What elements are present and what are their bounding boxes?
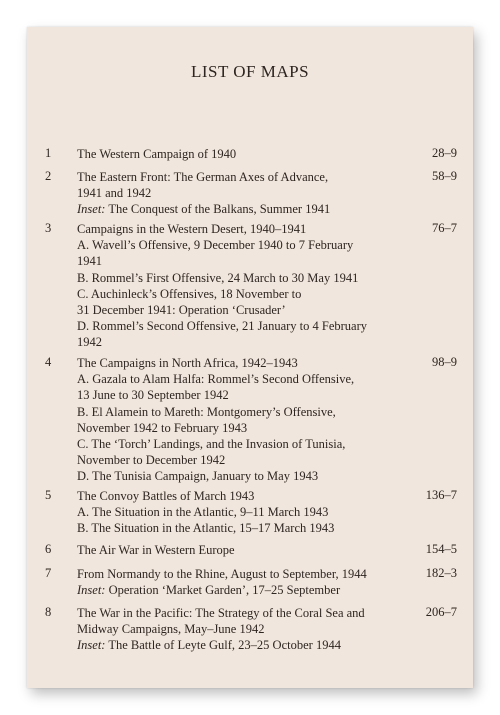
entry-line <box>77 637 417 653</box>
entry-line <box>77 436 417 452</box>
entry-line-text: C. The ‘Torch’ Landings, and the Invasion of Tunisia, <box>77 437 346 452</box>
entry-pages: 136–7 <box>425 488 457 502</box>
page-title: LIST OF MAPS <box>190 62 310 81</box>
entry-number: 4 <box>45 355 52 369</box>
entry-title <box>77 169 417 218</box>
entry-line <box>77 355 417 371</box>
entry-line <box>77 504 417 520</box>
entry-line-text: D. Rommel’s Second Offensive, 21 January to 4 February <box>77 319 367 334</box>
entry-number: 8 <box>45 605 52 619</box>
entry-line-text: Campaigns in the Western Desert, 1940–1941 <box>77 222 307 236</box>
entry-pages: 28–9 <box>432 146 457 160</box>
entry-line-text: A. Wavell’s Offensive, 9 December 1940 to 7 February <box>77 238 354 253</box>
entry-line <box>77 318 417 334</box>
entry-line-text: The Battle of Leyte Gulf, 23–25 October 1944 <box>105 638 341 653</box>
entry-line-text: The Campaigns in North Africa, 1942–1943 <box>77 356 298 370</box>
entry-line-text: B. The Situation in the Atlantic, 15–17 March 1943 <box>77 521 335 536</box>
entry-line <box>77 520 417 536</box>
entry-pages: 206–7 <box>425 605 457 619</box>
entry-line <box>77 286 417 302</box>
entry-line <box>77 169 417 185</box>
entry-line <box>77 253 417 269</box>
entry-line <box>77 621 417 637</box>
entry-line-text: The Convoy Battles of March 1943 <box>77 489 255 503</box>
entry-line-text: 1941 and 1942 <box>77 186 152 201</box>
entry-line-text: Operation ‘Market Garden’, 17–25 September <box>105 583 341 598</box>
entry-line <box>77 221 417 237</box>
entry-line-text: A. Gazala to Alam Halfa: Rommel’s Second Offensive, <box>77 372 355 387</box>
entry-line-text: 13 June to 30 September 1942 <box>77 388 229 403</box>
entry-number: 2 <box>45 169 52 183</box>
entry-pages: 58–9 <box>432 169 457 183</box>
entry-line-text: Midway Campaigns, May–June 1942 <box>77 622 265 637</box>
entry-line-text: D. The Tunisia Campaign, January to May 1943 <box>77 469 319 484</box>
entry-line <box>77 452 417 468</box>
entry-line <box>77 488 417 504</box>
entry-line <box>77 387 417 403</box>
entry-line-text: A. The Situation in the Atlantic, 9–11 March 1943 <box>77 505 329 520</box>
inset-label: Inset: <box>77 583 106 598</box>
entry-pages: 76–7 <box>432 221 457 235</box>
entry-line <box>77 420 417 436</box>
entry-number: 1 <box>45 146 52 160</box>
entry-line <box>77 185 417 201</box>
entry-line <box>77 542 417 558</box>
entry-title <box>77 605 417 654</box>
entry-line <box>77 237 417 253</box>
book-page <box>27 27 473 688</box>
inset-label: Inset: <box>77 638 106 653</box>
entry-line-text: B. Rommel’s First Offensive, 24 March to 30 May 1941 <box>77 270 359 285</box>
entry-number: 7 <box>45 566 52 580</box>
entry-line-text: The Eastern Front: The German Axes of Advance, <box>77 170 329 184</box>
entry-line-text: 31 December 1941: Operation ‘Crusader’ <box>77 303 286 318</box>
entry-line-text: 1942 <box>77 335 102 350</box>
entry-title <box>77 221 417 351</box>
entry-title <box>77 566 417 598</box>
entry-line <box>77 566 417 582</box>
entry-number: 3 <box>45 221 52 235</box>
entry-line-text: 1941 <box>77 254 102 269</box>
entry-line-text: From Normandy to the Rhine, August to September, 1944 <box>77 567 367 581</box>
entry-line <box>77 270 417 286</box>
entry-line-text: The War in the Pacific: The Strategy of the Coral Sea and <box>77 606 365 620</box>
entry-line-text: B. El Alamein to Mareth: Montgomery’s Offensive, <box>77 404 336 419</box>
entry-title <box>77 542 417 558</box>
entry-pages: 98–9 <box>432 355 457 369</box>
entry-pages: 154–5 <box>425 542 457 556</box>
entry-line-text: The Air War in Western Europe <box>77 543 235 557</box>
entry-line-text: The Conquest of the Balkans, Summer 1941 <box>105 202 331 217</box>
entry-number: 6 <box>45 542 52 556</box>
entry-line-text: November to December 1942 <box>77 453 226 468</box>
entry-pages: 182–3 <box>425 566 457 580</box>
entry-line <box>77 605 417 621</box>
entry-line-text: November 1942 to February 1943 <box>77 420 248 435</box>
entry-title <box>77 146 417 162</box>
entry-line <box>77 201 417 217</box>
entry-line-text: The Western Campaign of 1940 <box>77 147 237 161</box>
entry-line <box>77 371 417 387</box>
entry-line <box>77 582 417 598</box>
entry-line <box>77 146 417 162</box>
entry-number: 5 <box>45 488 52 502</box>
entry-title <box>77 355 417 485</box>
entry-title <box>77 488 417 537</box>
entry-line <box>77 468 417 484</box>
entry-line-text: C. Auchinleck’s Offensives, 18 November to <box>77 286 302 301</box>
entry-line <box>77 302 417 318</box>
entry-line <box>77 334 417 350</box>
entry-line <box>77 404 417 420</box>
inset-label: Inset: <box>77 202 106 217</box>
